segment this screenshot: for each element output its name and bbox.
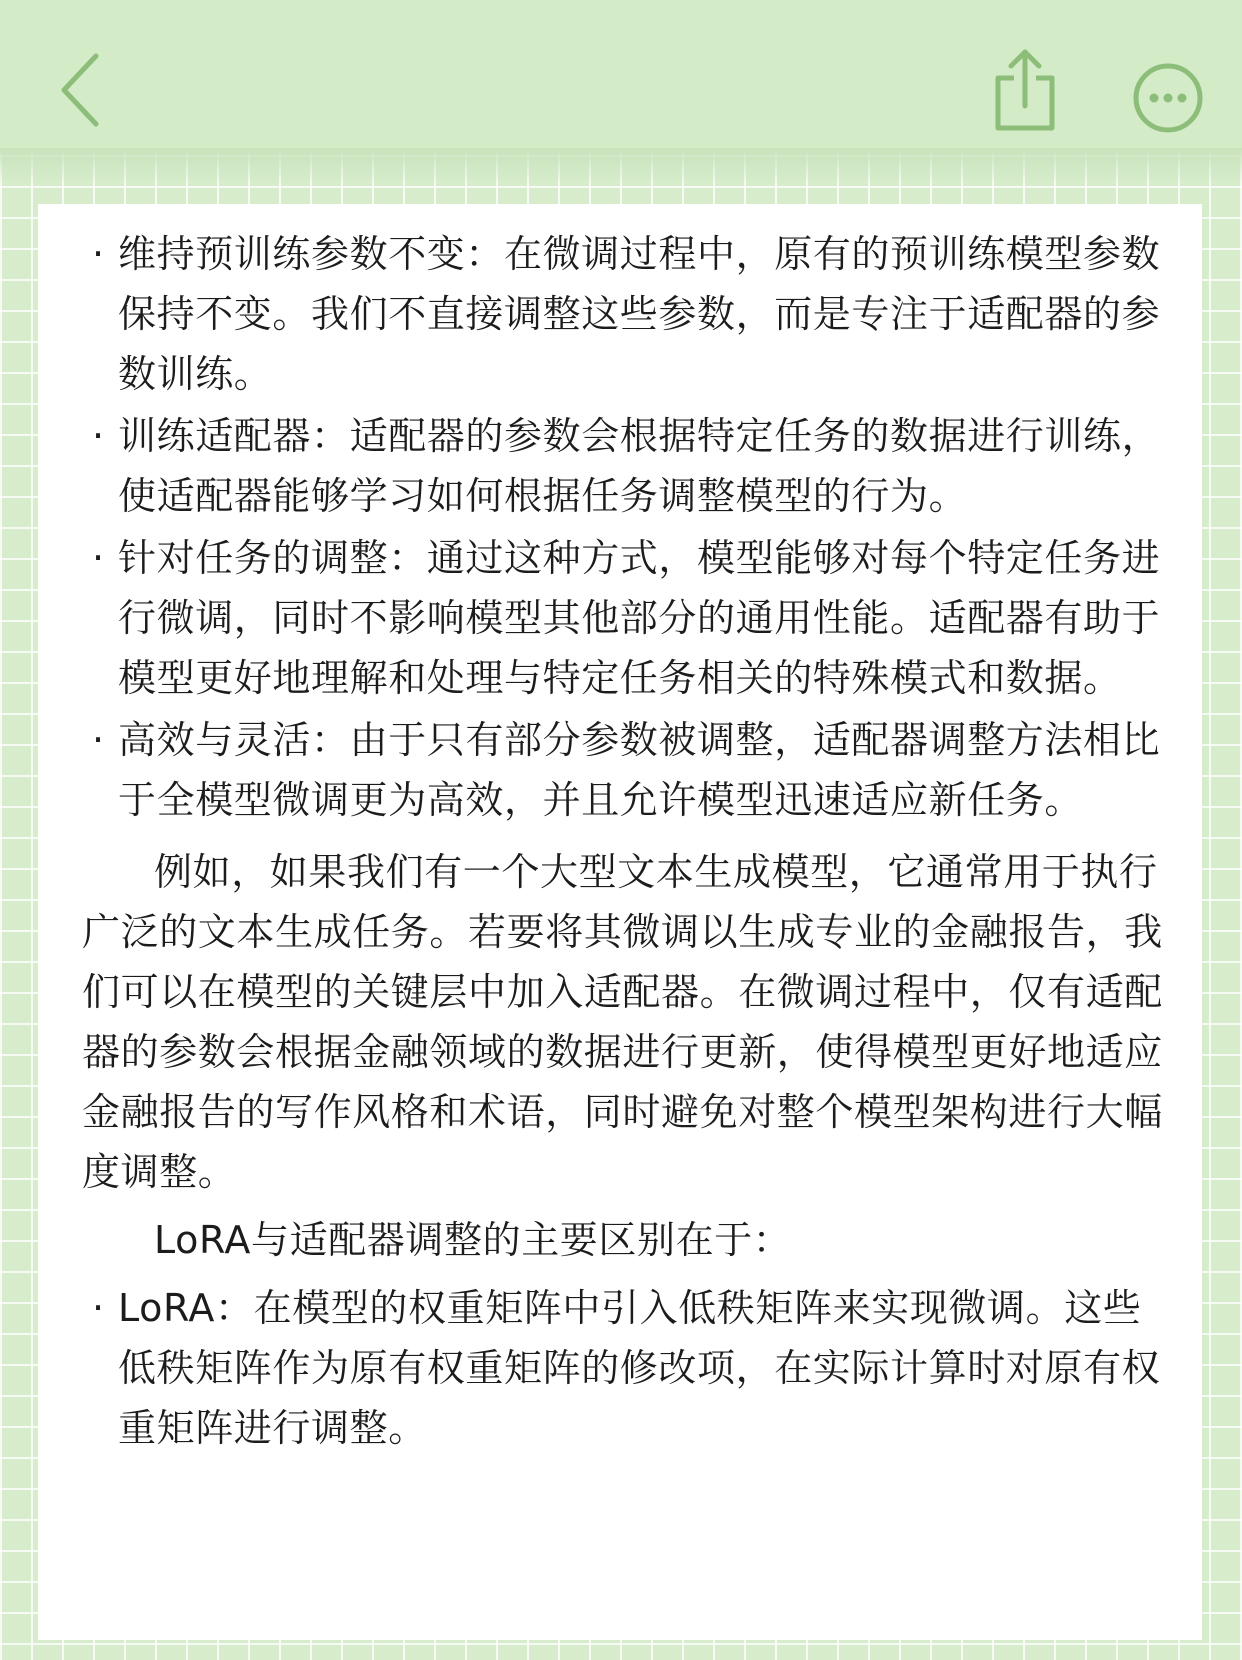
- note-card: [38, 204, 1202, 1640]
- bullet-marker: ·: [92, 414, 105, 458]
- bullet-text: 维持预训练参数不变：在微调过程中，原有的预训练模型参数保持不变。我们不直接调整这些参数，而是专注于适配器的参数训练。: [118, 232, 1161, 396]
- bullet-text: 训练适配器：适配器的参数会根据特定任务的数据进行训练，使适配器能够学习如何根据任务调整模型的行为。: [118, 414, 1161, 518]
- list-item: [82, 710, 1172, 830]
- bullet-text: 高效与灵活：由于只有部分参数被调整，适配器调整方法相比于全模型微调更为高效，并且允许模型迅速适应新任务。: [118, 718, 1161, 822]
- list-item: [82, 1278, 1172, 1458]
- list-item: [82, 528, 1172, 708]
- bullet-marker: ·: [92, 718, 105, 762]
- back-chevron-icon[interactable]: [56, 48, 116, 132]
- share-icon[interactable]: [994, 48, 1056, 132]
- note-content: [82, 224, 1172, 1460]
- more-options-icon[interactable]: [1132, 62, 1204, 134]
- top-bar-shadow: [0, 148, 1242, 184]
- bullet-text: 针对任务的调整：通过这种方式，模型能够对每个特定任务进行微调，同时不影响模型其他部分的通用性能。适配器有助于模型更好地理解和处理与特定任务相关的特殊模式和数据。: [118, 536, 1161, 700]
- comparison-intro: LoRA与适配器调整的主要区别在于：: [154, 1218, 792, 1262]
- example-paragraph: 例如，如果我们有一个大型文本生成模型，它通常用于执行广泛的文本生成任务。若要将其微调以生成专业的金融报告，我们可以在模型的关键层中加入适配器。在微调过程中，仅有适配器的参数会根据金融领域的数据进行更新，使得模型更好地适应金融报告的写作风格和术语，同时避免对整个模型架构进行大幅度调整。: [82, 850, 1163, 1194]
- bullet-marker: ·: [92, 232, 105, 276]
- bullet-marker: ·: [92, 536, 105, 580]
- bullet-text: LoRA：在模型的权重矩阵中引入低秩矩阵来实现微调。这些低秩矩阵作为原有权重矩阵的修改项，在实际计算时对原有权重矩阵进行调整。: [118, 1286, 1161, 1450]
- list-item: [82, 406, 1172, 526]
- list-item: [82, 224, 1172, 404]
- bullet-marker: ·: [92, 1286, 105, 1330]
